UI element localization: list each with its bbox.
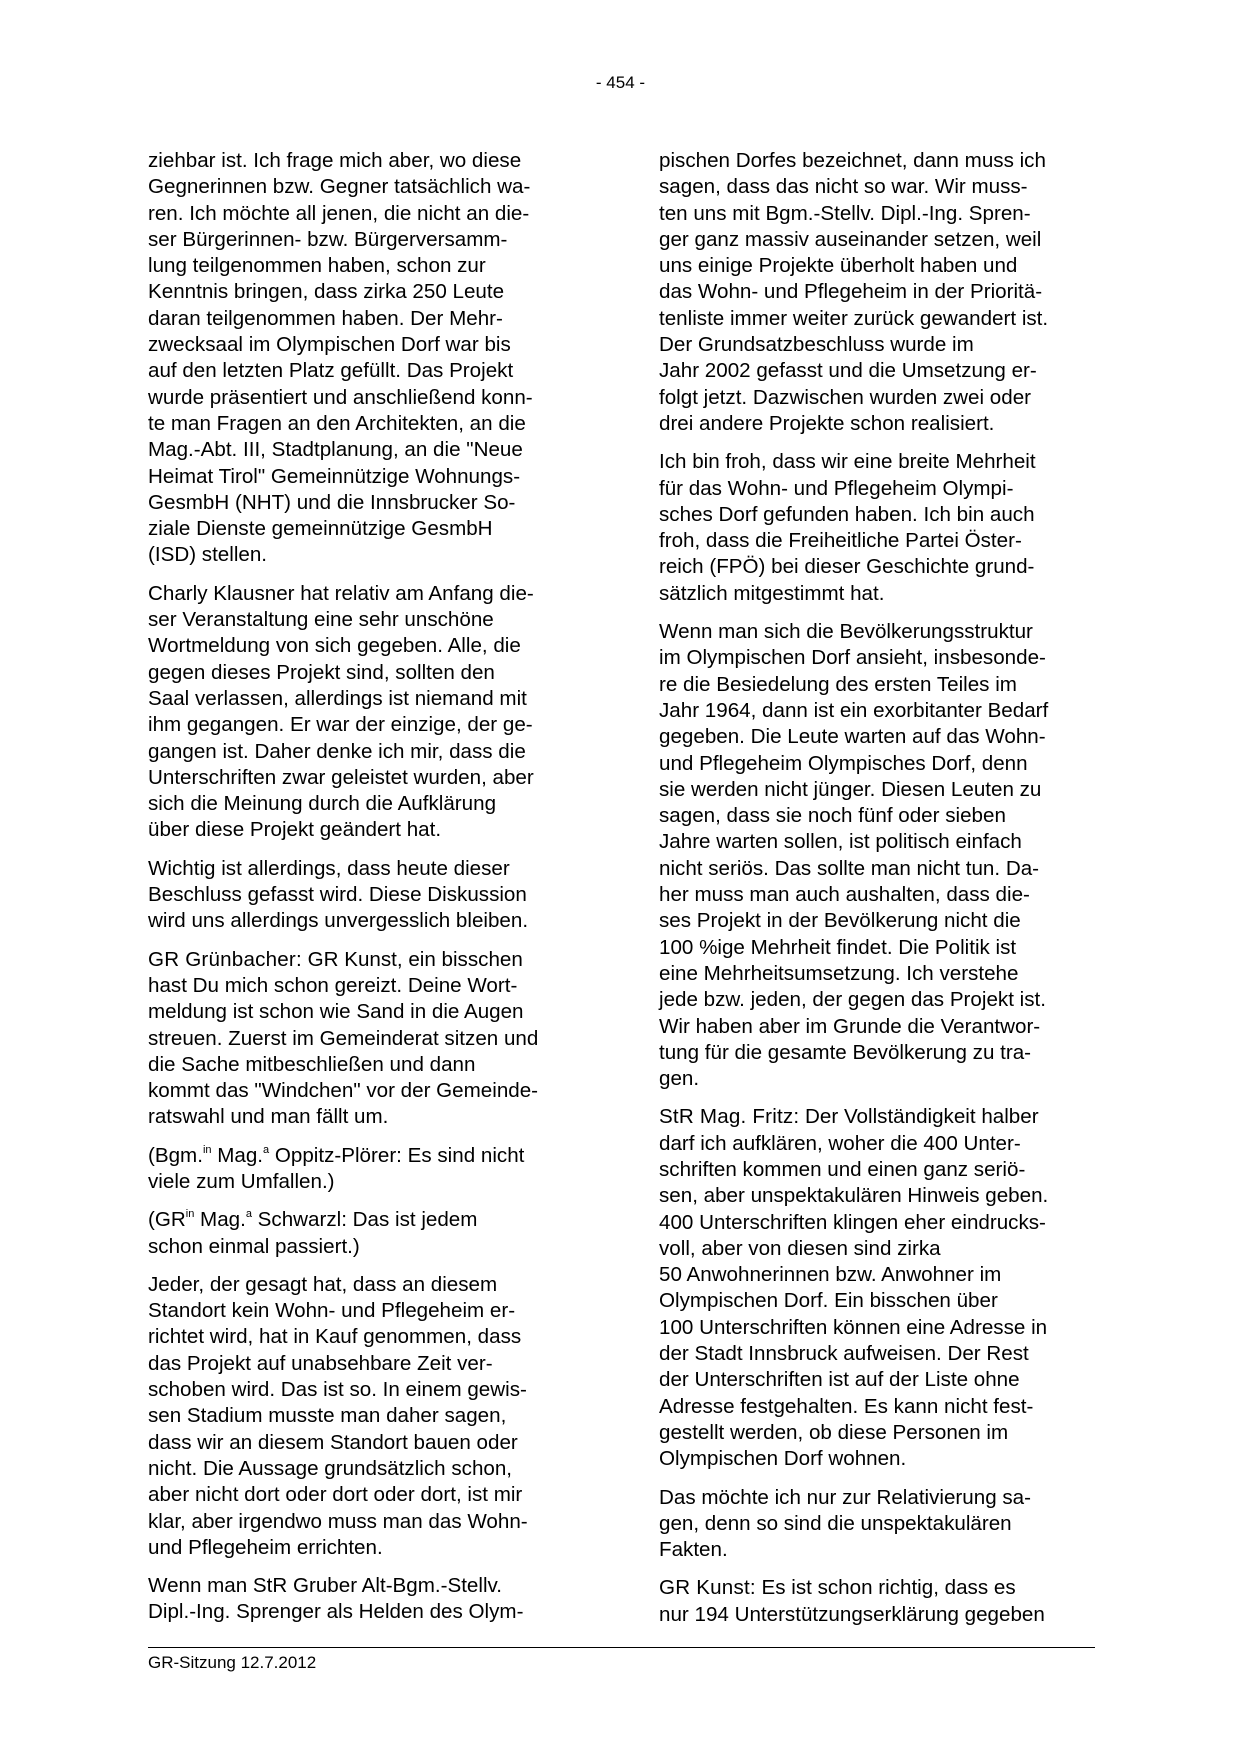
footer-session-date: GR-Sitzung 12.7.2012	[148, 1653, 317, 1672]
paragraph: Jeder, der gesagt hat, dass an diesem Standort kein Wohn- und Pflegeheim er- richtet wird, hat in Kauf genommen, dass das Projekt auf unabsehbare Zeit ver- schoben wird. Das ist so. In einem gewis- sen Stadium musste man daher sagen, dass wir an diesem Standort bauen oder nicht. Die Aussage grundsätzlich schon, aber nicht dort oder dort oder dort, ist mir klar, aber irgendwo muss man das Wohn- und Pflegeheim errichten.	[148, 1272, 528, 1559]
interjection: ($GR^{in}$ Mag.$^a$ Schwarzl: Das ist jedem schon einmal passiert.)	[148, 1208, 478, 1258]
paragraph: Das möchte ich nur zur Relativierung sa- gen, denn so sind die unspektakulären Fakten.	[659, 1485, 1031, 1562]
speech-text: Der Vollständigkeit halber darf ich aufklären, woher die 400 Unter- schriften kommen und einen ganz seriö- sen, aber unspektakulären Hinweis geben. 400 Unterschriften klingen eher eindrucks- voll, aber von diesen sind zirka 50 Anwohnerinnen bzw. Anwohner im Olympischen Dorf. Ein bisschen über 100 Unterschriften können eine Adresse in der Stadt Innsbruck aufweisen. Der Rest der Unterschriften ist auf der Liste ohne Adresse festgehalten. Es kann nicht fest- gestellt werden, ob diese Personen im Olympischen Dorf wohnen.	[659, 1105, 1049, 1471]
paragraph: pischen Dorfes bezeichnet, dann muss ich sagen, dass das nicht so war. Wir muss- ten uns mit Bgm.-Stellv. Dipl.-Ing. Spren- ger ganz massiv auseinander setzen, weil uns einige Projekte überholt haben und das Wohn- und Pflegeheim in der Prioritä- tenliste immer weiter zurück gewandert ist. Der Grundsatzbeschluss wurde im Jahr 2002 gefasst und die Umsetzung er- folgt jetzt. Dazwischen wurden zwei oder drei andere Projekte schon realisiert.	[659, 149, 1049, 435]
right-column	[659, 148, 1089, 1628]
paragraph: Ich bin froh, dass wir eine breite Mehrheit für das Wohn- und Pflegeheim Olympi- sches Dorf gefunden haben. Ich bin auch froh, dass die Freiheitliche Partei Öster- reich (FPÖ) bei dieser Geschichte grund- sätzlich mitgestimmt hat.	[659, 450, 1036, 605]
speech-paragraph	[148, 947, 578, 1131]
speaker-name: GR Grünbacher:	[148, 947, 302, 971]
left-column	[148, 148, 578, 1626]
page-number: - 454 -	[595, 73, 646, 92]
paragraph: ziehbar ist. Ich frage mich aber, wo diese Gegnerinnen bzw. Gegner tatsächlich wa- ren. Ich möchte all jenen, die nicht an die- ser Bürgerinnen- bzw. Bürgerversamm- lung teilgenommen haben, schon zur Kenntnis bringen, dass zirka 250 Leute daran teilgenommen haben. Der Mehr- zwecksaal im Olympischen Dorf war bis auf den letzten Platz gefüllt. Das Projekt wurde präsentiert und anschließend konn- te man Fragen an den Architekten, an die Mag.-Abt. III, Stadtplanung, an die "Neue Heimat Tirol" Gemeinnützige Wohnungs- GesmbH (NHT) und die Innsbrucker So- ziale Dienste gemeinnützige GesmbH (ISD) stellen.	[148, 149, 533, 567]
footer-divider	[148, 1647, 1095, 1648]
speaker-name: StR Mag. Fritz:	[659, 1105, 800, 1129]
speaker-name: GR Kunst:	[659, 1576, 756, 1600]
speech-paragraph	[659, 1104, 1089, 1472]
speech-text: GR Kunst, ein bisschen hast Du mich schon gereizt. Deine Wort- meldung ist schon wie Sand in die Augen streuen. Zuerst im Gemeinderat sitzen und die Sache mitbeschließen und dann kommt das "Windchen" vor der Gemeinde- ratswahl und man fällt um.	[148, 947, 539, 1129]
paragraph: Charly Klausner hat relativ am Anfang die- ser Veranstaltung eine sehr unschöne Wortmeldung von sich gegeben. Alle, die gegen dieses Projekt sind, sollten den Saal verlassen, allerdings ist niemand mit ihm gegangen. Er war der einzige, der ge- gangen ist. Daher denke ich mir, dass die Unterschriften zwar geleistet wurden, aber sich die Meinung durch die Aufklärung über diese Projekt geändert hat.	[148, 581, 534, 842]
paragraph: Wenn man sich die Bevölkerungsstruktur im Olympischen Dorf ansieht, insbesonde- re die Besiedelung des ersten Teiles im Jahr 1964, dann ist ein exorbitanter Bedarf gegeben. Die Leute warten auf das Wohn- und Pflegeheim Olympisches Dorf, denn sie werden nicht jünger. Diesen Leuten zu sagen, dass sie noch fünf oder sieben Jahre warten sollen, ist politisch einfach nicht seriös. Das sollte man nicht tun. Da- her muss man auch aushalten, dass die- ses Projekt in der Bevölkerung nicht die 100 %ige Mehrheit findet. Die Politik ist eine Mehrheitsumsetzung. Ich verstehe jede bzw. jeden, der gegen das Projekt ist. Wir haben aber im Grunde die Verantwor- tung für die gesamte Bevölkerung zu tra- gen.	[659, 620, 1049, 1091]
speech-text: Es ist schon richtig, dass es nur 194 Unterstützungserklärung gegeben	[659, 1576, 1045, 1626]
paragraph: Wichtig ist allerdings, dass heute dieser Beschluss gefasst wird. Diese Diskussion wird uns allerdings unvergesslich bleiben.	[148, 856, 529, 933]
speech-paragraph	[659, 1575, 1089, 1628]
paragraph: Wenn man StR Gruber Alt-Bgm.-Stellv. Dipl.-Ing. Sprenger als Helden des Olym-	[148, 1574, 524, 1624]
interjection: (Bgm.$^{in}$ Mag.$^a$ Oppitz-Plörer: Es sind nicht viele zum Umfallen.)	[148, 1143, 525, 1193]
